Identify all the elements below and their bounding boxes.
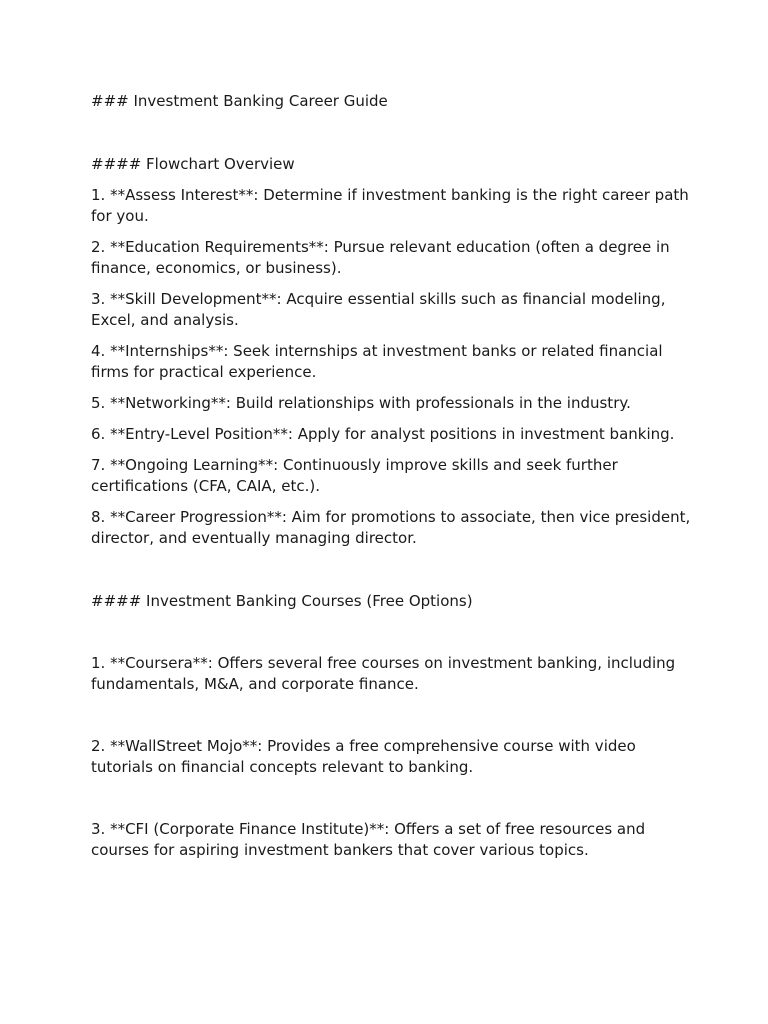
flowchart-step-1: 1. **Assess Interest**: Determine if investment banking is the right career path for you. [91, 186, 689, 225]
flowchart-step-4: 4. **Internships**: Seek internships at investment banks or related financial firms for practical experience. [91, 342, 663, 381]
flowchart-step-6: 6. **Entry-Level Position**: Apply for analyst positions in investment banking. [91, 425, 675, 443]
course-item-2: 2. **WallStreet Mojo**: Provides a free comprehensive course with video tutorials on financial concepts relevant to banking. [91, 737, 636, 776]
flowchart-step-3: 3. **Skill Development**: Acquire essential skills such as financial modeling, Excel, and analysis. [91, 290, 666, 329]
flowchart-step-7: 7. **Ongoing Learning**: Continuously improve skills and seek further certifications (CFA, CAIA, etc.). [91, 456, 618, 495]
flowchart-step-2: 2. **Education Requirements**: Pursue relevant education (often a degree in finance, economics, or business). [91, 238, 670, 277]
document-title: ### Investment Banking Career Guide [91, 92, 388, 110]
course-item-1: 1. **Coursera**: Offers several free courses on investment banking, including fundamentals, M&A, and corporate finance. [91, 654, 676, 693]
courses-heading: #### Investment Banking Courses (Free Options) [91, 592, 473, 610]
course-item-3: 3. **CFI (Corporate Finance Institute)**: Offers a set of free resources and courses for aspiring investment bankers that cover various topics. [91, 820, 646, 859]
flowchart-step-5: 5. **Networking**: Build relationships with professionals in the industry. [91, 394, 631, 412]
flowchart-heading: #### Flowchart Overview [91, 155, 295, 173]
flowchart-step-8: 8. **Career Progression**: Aim for promotions to associate, then vice president, director, and eventually managing director. [91, 508, 691, 547]
